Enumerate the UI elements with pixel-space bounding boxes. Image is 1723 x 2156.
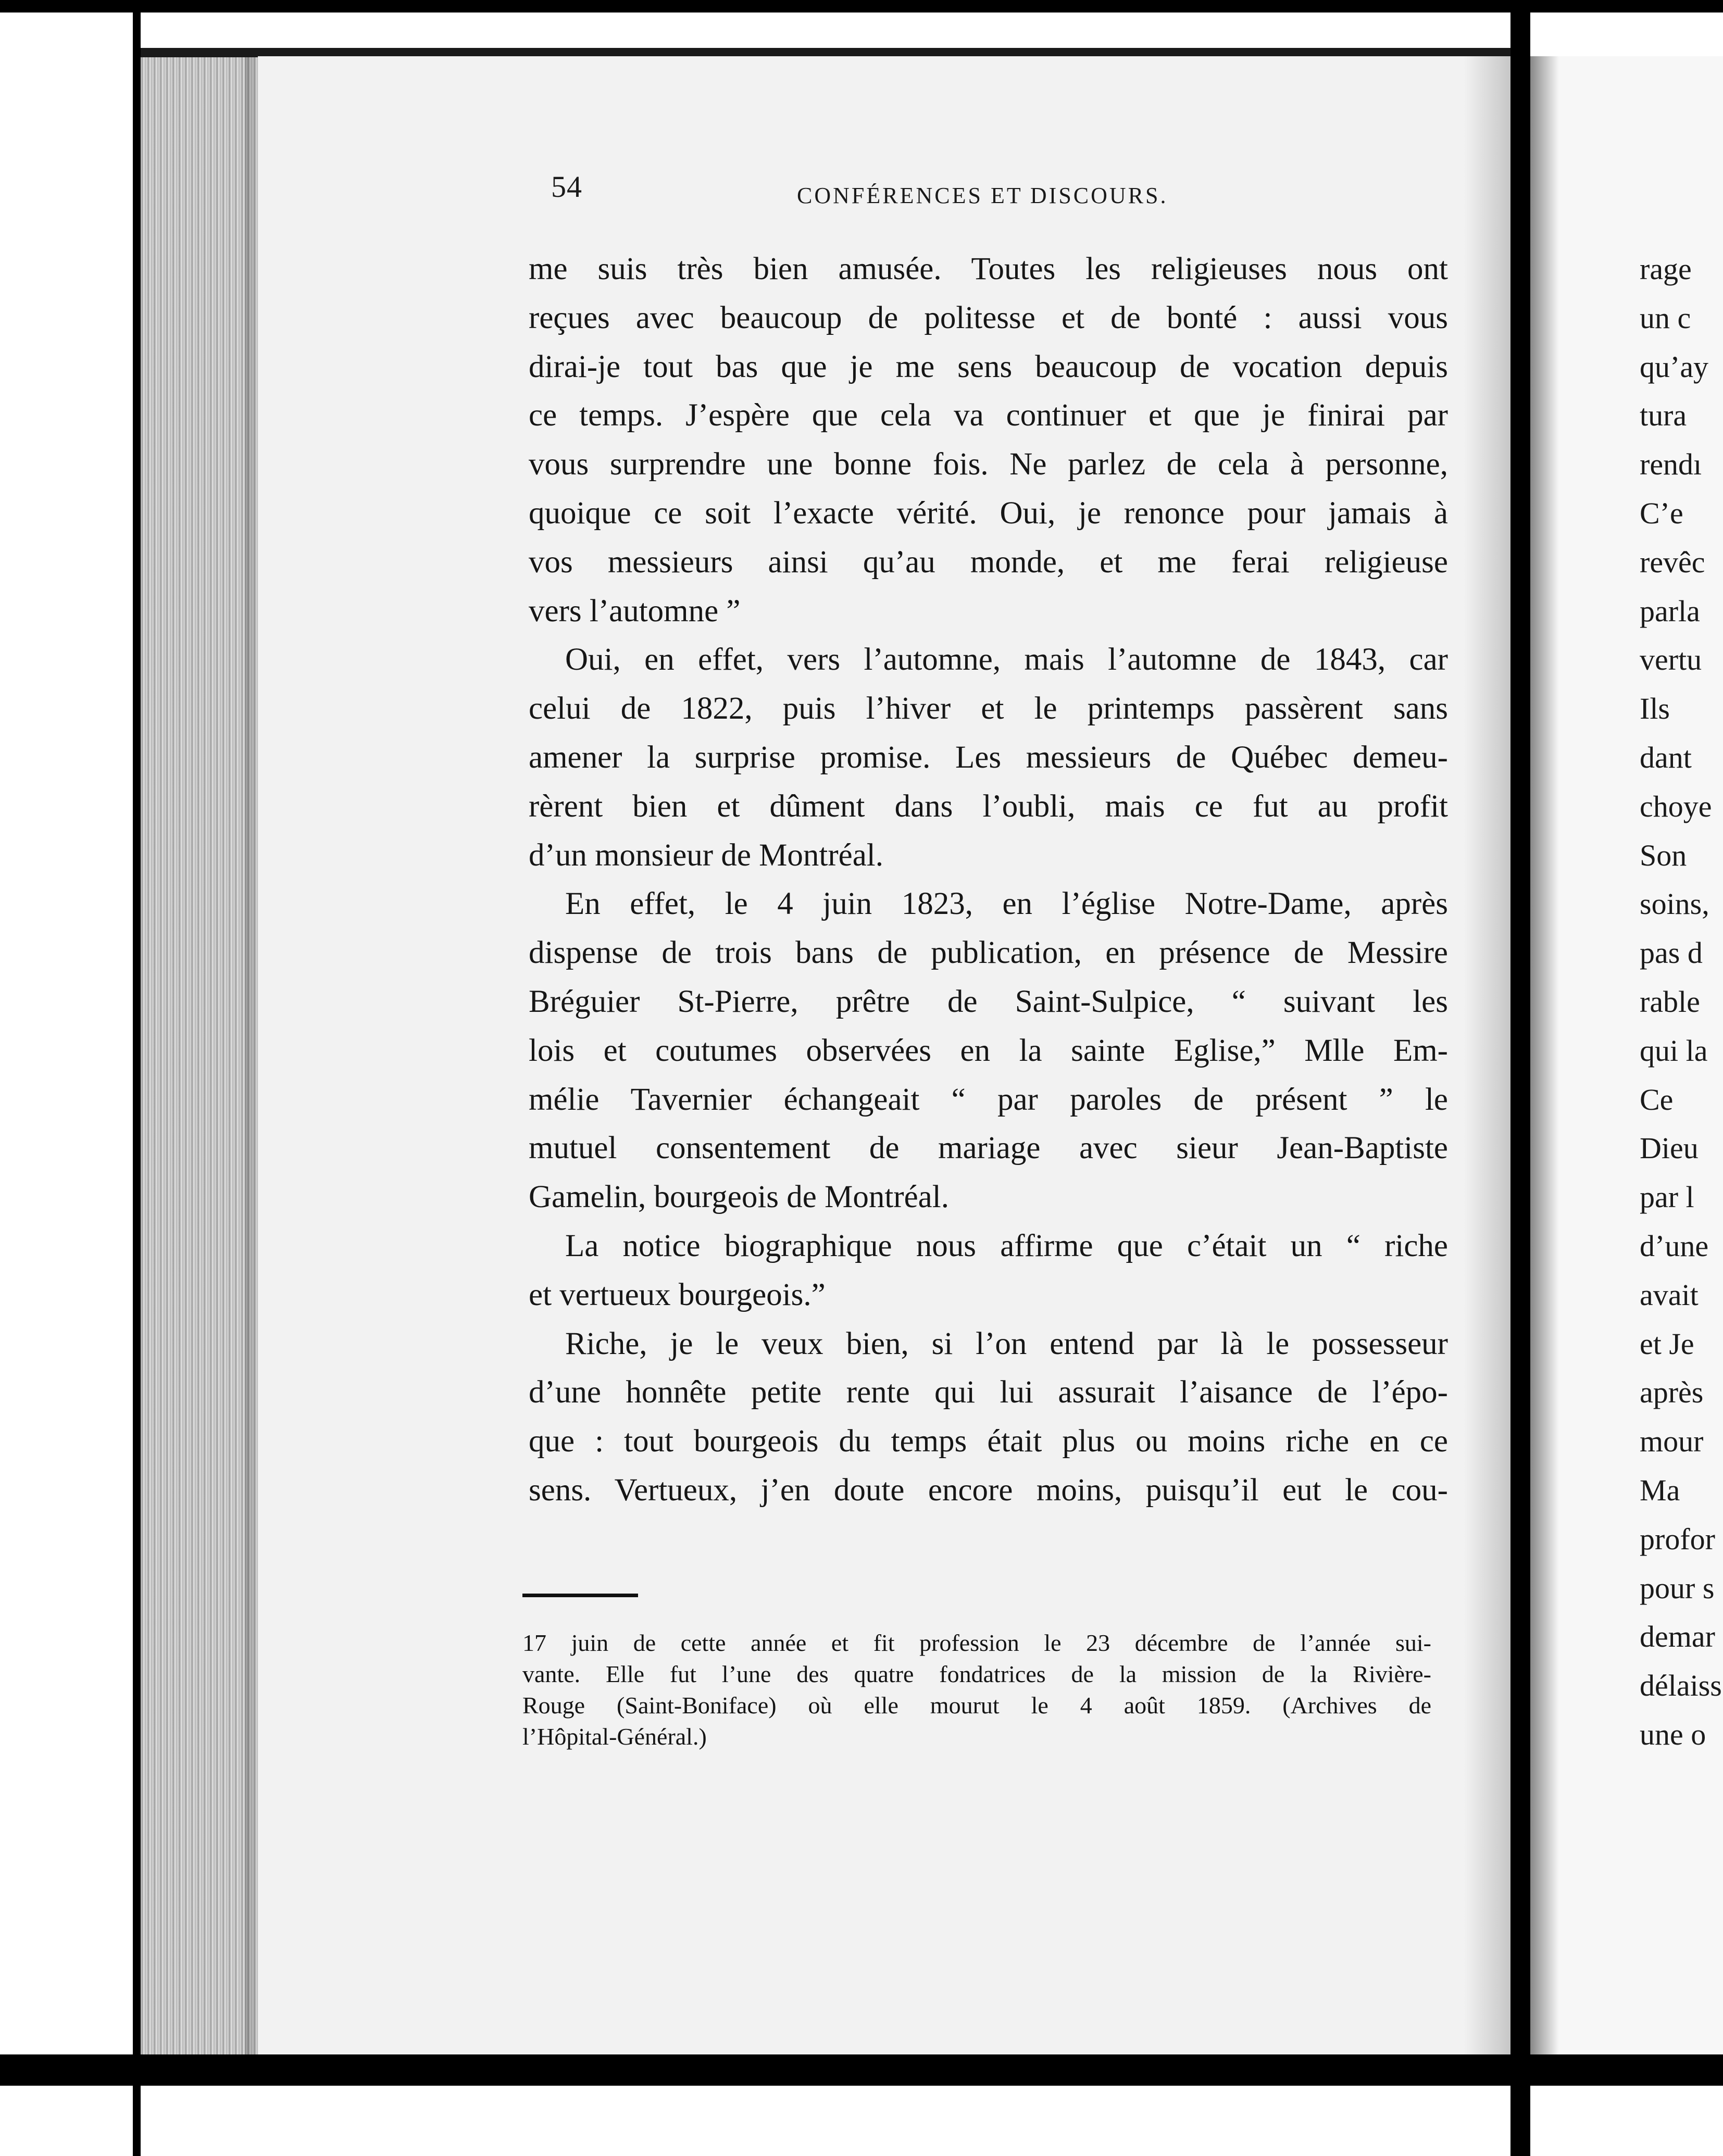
- body-line: reçues avec beaucoup de politesse et de bonté : aussi vous: [529, 300, 1448, 335]
- right-page-line: mour: [1640, 1424, 1704, 1459]
- body-line: Bréguier St-Pierre, prêtre de Saint-Sulpice, “ suivant les: [529, 984, 1448, 1019]
- body-line: d’une honnête petite rente qui lui assurait l’aisance de l’épo-: [529, 1375, 1448, 1410]
- gutter-shadow: [1464, 56, 1510, 2067]
- footnote: [522, 1627, 1431, 1752]
- right-page-line: parla: [1640, 594, 1700, 628]
- body-line: ce temps. J’espère que cela va continuer et que je finirai par: [529, 398, 1448, 433]
- footnote-line: l’Hôpital-Général.): [522, 1723, 707, 1750]
- right-page-line: qu’ay: [1640, 349, 1709, 384]
- footnote-line: 17 juin de cette année et fit profession le 23 décembre de l’année sui-: [522, 1629, 1431, 1656]
- body-line: vous surprendre une bonne fois. Ne parlez de cela à personne,: [529, 447, 1448, 482]
- body-line: quoique ce soit l’exacte vérité. Oui, je renonce pour jamais à: [529, 495, 1448, 531]
- body-line: celui de 1822, puis l’hiver et le printemps passèrent sans: [529, 691, 1448, 726]
- body-line: Oui, en effet, vers l’automne, mais l’automne de 1843, car: [565, 642, 1448, 678]
- right-page-text: [1640, 245, 1723, 1759]
- right-page-line: rage: [1640, 252, 1692, 286]
- scanner-border-bottom: [0, 2054, 1723, 2086]
- body-line: et vertueux bourgeois.”: [529, 1277, 826, 1312]
- body-line: lois et coutumes observées en la sainte Eglise,” Mlle Em-: [529, 1033, 1448, 1068]
- right-page-line: profor: [1640, 1522, 1715, 1556]
- right-page-line: qui la: [1640, 1033, 1708, 1068]
- body-line: dirai-je tout bas que je me sens beaucoup de vocation depuis: [529, 349, 1448, 384]
- body-line: mutuel consentement de mariage avec sieur Jean-Baptiste: [529, 1131, 1448, 1166]
- right-page-line: Ma: [1640, 1473, 1680, 1507]
- body-line: d’un monsieur de Montréal.: [529, 837, 884, 873]
- body-line: que : tout bourgeois du temps était plus ou moins riche en ce: [529, 1424, 1448, 1459]
- right-page-line: rendı: [1640, 447, 1702, 482]
- book-gutter: [1510, 0, 1530, 2156]
- footnote-line: vante. Elle fut l’une des quatre fondatrices de la mission de la Rivière-: [522, 1661, 1431, 1687]
- running-head: CONFÉRENCES ET DISCOURS.: [797, 183, 1168, 208]
- scanner-border-top: [0, 0, 1723, 12]
- body-line: Gamelin, bourgeois de Montréal.: [529, 1180, 949, 1215]
- footnote-line: Rouge (Saint-Boniface) où elle mourut le 4 août 1859. (Archives de: [522, 1692, 1431, 1719]
- right-page-line: vertu: [1640, 643, 1702, 677]
- body-line: Riche, je le veux bien, si l’on entend par là le possesseur: [565, 1326, 1448, 1361]
- body-line: me suis très bien amusée. Toutes les religieuses nous ont: [529, 252, 1448, 286]
- right-page-line: C’e: [1640, 496, 1683, 530]
- body-line: En effet, le 4 juin 1823, en l’église Notre-Dame, après: [565, 886, 1448, 922]
- body-line: amener la surprise promise. Les messieurs de Québec demeu-: [529, 739, 1448, 775]
- right-page-line: choye: [1640, 789, 1712, 823]
- book-page-edges: [141, 57, 258, 2067]
- right-page-line: revêc: [1640, 545, 1705, 579]
- body-line: dispense de trois bans de publication, en présence de Messire: [529, 935, 1448, 971]
- scanner-border-left: [133, 0, 141, 2156]
- right-page-line: rable: [1640, 984, 1700, 1019]
- right-page-line: un c: [1640, 300, 1691, 335]
- right-page-line: après: [1640, 1375, 1704, 1410]
- right-page-line: délaiss: [1640, 1669, 1722, 1703]
- right-page-line: pas d: [1640, 936, 1703, 970]
- right-page-line: Son: [1640, 838, 1687, 872]
- body-line: rèrent bien et dûment dans l’oubli, mais ce fut au profit: [529, 788, 1448, 824]
- right-page-line: d’une: [1640, 1229, 1709, 1263]
- page-number: 54: [551, 170, 582, 204]
- right-page-line: Dieu: [1640, 1131, 1699, 1165]
- right-page-line: Ce: [1640, 1082, 1674, 1117]
- page-edge-shadow: [245, 57, 259, 2067]
- body-line: mélie Tavernier échangeait “ par paroles de présent ” le: [529, 1082, 1448, 1117]
- right-page-line: par l: [1640, 1180, 1694, 1214]
- body-text: [529, 245, 1448, 1515]
- right-page-shadow: [1530, 56, 1559, 2056]
- right-page-line: une o: [1640, 1717, 1706, 1751]
- right-page-line: avait: [1640, 1277, 1699, 1312]
- right-page-line: soins,: [1640, 887, 1709, 921]
- right-page-line: et Je: [1640, 1326, 1694, 1361]
- right-page-line: dant: [1640, 740, 1692, 774]
- right-page-line: tura: [1640, 398, 1687, 433]
- body-line: vers l’automne ”: [529, 593, 741, 629]
- right-page-line: pour s: [1640, 1571, 1715, 1605]
- body-line: vos messieurs ainsi qu’au monde, et me ferai religieuse: [529, 544, 1448, 580]
- footnote-rule: [522, 1594, 638, 1597]
- right-page-line: Ils: [1640, 692, 1670, 726]
- right-page-line: demar: [1640, 1620, 1715, 1654]
- body-line: La notice biographique nous affirme que c’était un “ riche: [565, 1228, 1448, 1263]
- body-line: sens. Vertueux, j’en doute encore moins, puisqu’il eut le cou-: [529, 1472, 1448, 1508]
